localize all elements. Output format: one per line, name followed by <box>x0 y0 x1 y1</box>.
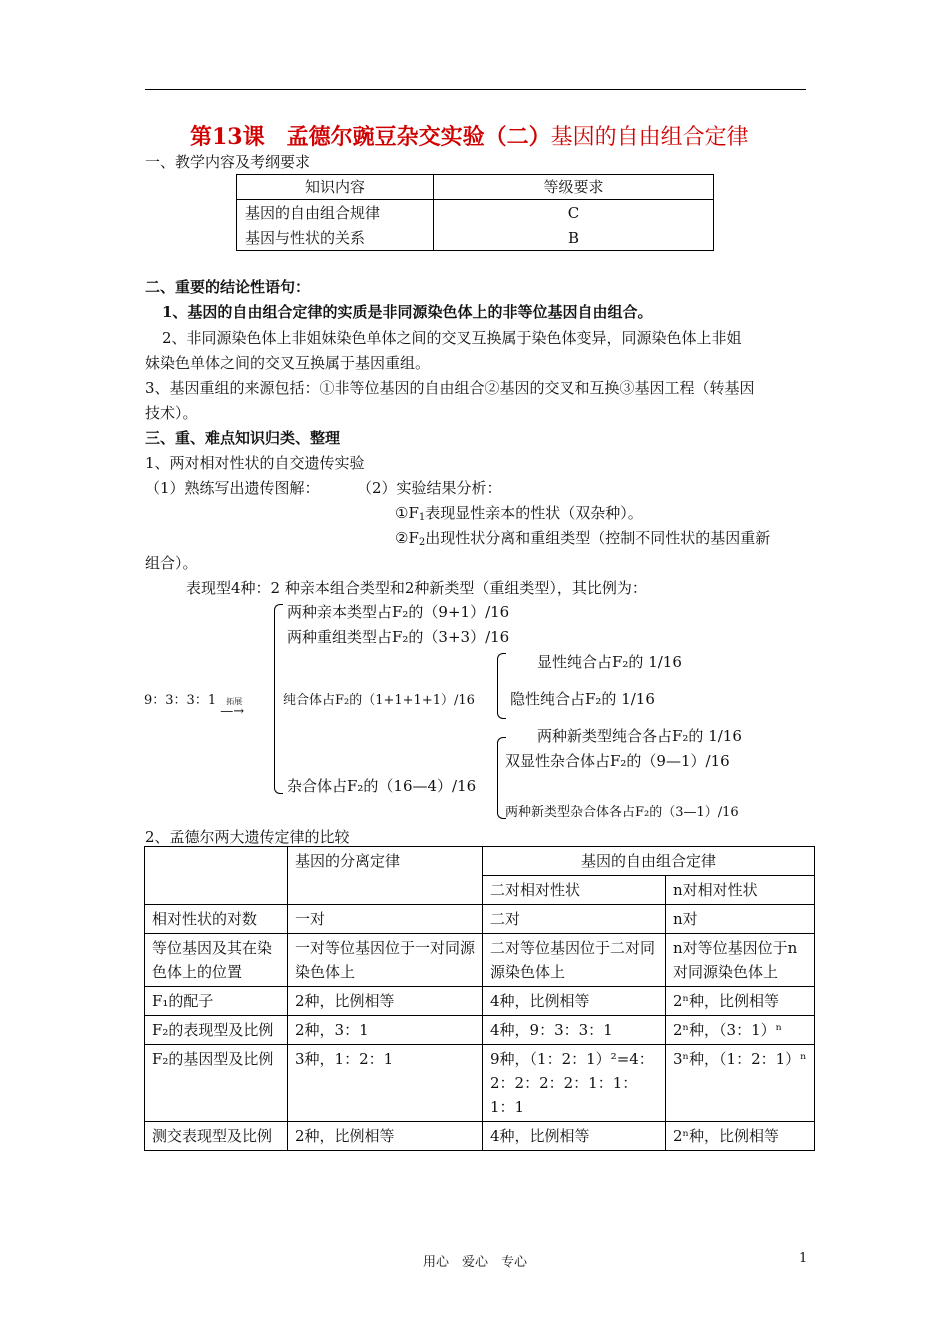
row-label: 等位基因及其在染色体上的位置 <box>145 934 288 987</box>
header-rule <box>145 89 806 90</box>
homo-new: 两种新类型纯合各占F₂的 1/16 <box>537 727 742 745</box>
table-cell: 4种，比例相等 <box>483 1122 666 1151</box>
table-cell: B <box>434 225 714 251</box>
homo-recessive: 隐性纯合占F₂的 1/16 <box>510 690 655 708</box>
footer-text: 用心 爱心 专心 <box>422 1255 527 1270</box>
table-cell: 2种，3：1 <box>288 1016 483 1045</box>
section-3-heading: 三、重、难点知识归类、整理 <box>145 429 341 447</box>
branch-heterozygous: 杂合体占F₂的（16—4）/16 <box>287 777 477 795</box>
item-1: （1）熟练写出遗传图解： <box>145 479 320 497</box>
branch-homozygous: 纯合体占F₂的（1+1+1+1）/16 <box>283 693 475 708</box>
table-row <box>145 1016 815 1045</box>
branch-recombinant: 两种重组类型占F₂的（3+3）/16 <box>287 628 510 646</box>
table-header: 等级要求 <box>434 175 714 200</box>
table-cell: 一对 <box>288 905 483 934</box>
conclusion-2b: 妹染色单体之间的交叉互换属于基因重组。 <box>145 354 431 372</box>
result-2-cont: 组合）。 <box>145 554 198 572</box>
table-cell: 2ⁿ种，（3：1）ⁿ <box>666 1016 815 1045</box>
table-cell: 二对 <box>483 905 666 934</box>
table-cell: 3种，1：2：1 <box>288 1045 483 1122</box>
item-2: （2）实验结果分析： <box>357 479 502 497</box>
page-title: 第13课 孟德尔豌豆杂交实验（二）基因的自由组合定律 <box>190 124 749 150</box>
table-cell: 一对等位基因位于一对同源染色体上 <box>288 934 483 987</box>
table-header: n对相对性状 <box>666 876 815 905</box>
table-cell: 4种，9：3：3：1 <box>483 1016 666 1045</box>
table-cell: 二对等位基因位于二对同源染色体上 <box>483 934 666 987</box>
conclusion-3b: 技术）。 <box>145 404 198 422</box>
homozygous-brace <box>497 653 506 719</box>
main-brace <box>274 604 283 794</box>
table-cell: 基因与性状的关系 <box>237 225 434 251</box>
table-cell: 4种，比例相等 <box>483 987 666 1016</box>
table-cell: n对等位基因位于n对同源染色体上 <box>666 934 815 987</box>
conclusion-1: 1、基因的自由组合定律的实质是非同源染色体上的非等位基因自由组合。 <box>162 303 653 321</box>
hetero-double: 双显性杂合体占F₂的（9—1）/16 <box>505 752 730 770</box>
page-number: 1 <box>799 1251 808 1266</box>
table-header: 基因的自由组合定律 <box>483 847 815 876</box>
subsection-2: 2、孟德尔两大遗传定律的比较 <box>145 828 350 846</box>
branch-parental: 两种亲本类型占F₂的（9+1）/16 <box>287 603 510 621</box>
table-header: 基因的分离定律 <box>288 847 483 905</box>
row-label: F₂的基因型及比例 <box>145 1045 288 1122</box>
table-cell: 2种，比例相等 <box>288 987 483 1016</box>
row-label: F₁的配子 <box>145 987 288 1016</box>
subsection-1: 1、两对相对性状的自交遗传实验 <box>145 454 365 472</box>
table-cell: C <box>434 200 714 226</box>
phenotype-line: 表现型4种：2 种亲本组合类型和2种新类型（重组类型），其比例为： <box>186 579 647 597</box>
requirements-table <box>236 174 714 251</box>
result-2: $②F_2$出现性状分离和重组类型（控制不同性状的基因重新 <box>395 529 771 548</box>
table-row <box>145 1122 815 1151</box>
conclusion-3a: 3、基因重组的来源包括：①非等位基因的自由组合②基因的交叉和互换③基因工程（转基因 <box>145 379 755 397</box>
table-row <box>145 934 815 987</box>
homo-dominant: 显性纯合占F₂的 1/16 <box>537 653 682 671</box>
table-cell: 2ⁿ种，比例相等 <box>666 987 815 1016</box>
row-label: 相对性状的对数 <box>145 905 288 934</box>
table-row <box>145 987 815 1016</box>
row-label: 测交表现型及比例 <box>145 1122 288 1151</box>
hetero-new: 两种新类型杂合体各占F₂的（3—1）/16 <box>505 805 739 820</box>
table-cell: n对 <box>666 905 815 934</box>
table-row <box>145 1045 815 1122</box>
table-cell: 3ⁿ种，（1：2：1）ⁿ <box>666 1045 815 1122</box>
ratio-text: 9：3：3：1 拓展 —→ <box>144 693 245 719</box>
table-cell: 2ⁿ种，比例相等 <box>666 1122 815 1151</box>
comparison-table <box>144 846 815 1151</box>
conclusion-2a: 2、非同源染色体上非姐妹染色单体之间的交叉互换属于染色体变异，同源染色体上非姐 <box>162 329 742 347</box>
row-label: F₂的表现型及比例 <box>145 1016 288 1045</box>
arrow-label: 拓展 <box>226 697 243 706</box>
result-1: $①F_1$表现显性亲本的性状（双杂种）。 <box>395 504 643 523</box>
arrow-right-icon: —→ <box>220 704 245 719</box>
table-cell <box>145 847 288 905</box>
table-row <box>145 905 815 934</box>
section-2-heading: 二、重要的结论性语句： <box>145 278 311 296</box>
table-header: 二对相对性状 <box>483 876 666 905</box>
table-header: 知识内容 <box>237 175 434 200</box>
table-cell: 2种，比例相等 <box>288 1122 483 1151</box>
section-1-heading: 一、教学内容及考纲要求 <box>145 153 311 171</box>
table-cell: 基因的自由组合规律 <box>237 200 434 226</box>
table-cell: 9种，（1：2：1）²=4：2：2：2：2：1：1：1：1 <box>483 1045 666 1122</box>
